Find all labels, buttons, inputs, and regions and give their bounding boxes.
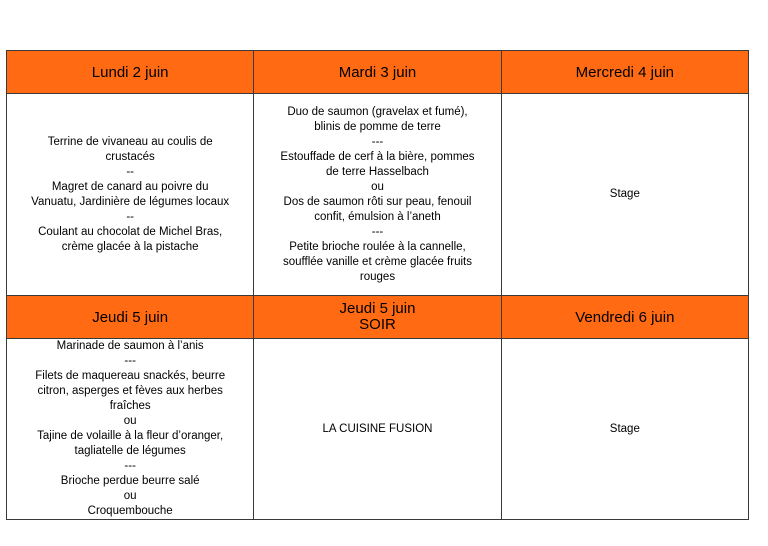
menu-item: Coulant au chocolat de Michel Bras, crème glacée à la pistache [38, 225, 223, 253]
header-lundi: Lundi 2 juin [7, 51, 254, 94]
menu-row-2 [7, 339, 749, 520]
menu-separator: --- [371, 135, 384, 148]
weekly-menu-table [6, 50, 749, 520]
menu-item: Duo de saumon (gravelax et fumé), blinis de pomme de terre [287, 105, 468, 133]
menu-mercredi [501, 94, 748, 296]
menu-lundi [7, 94, 254, 296]
menu-mardi [254, 94, 501, 296]
menu-item: LA CUISINE FUSION [322, 422, 433, 435]
menu-item: Filets de maquereau snackés, beurre citron, asperges et fèves aux herbes fraîches [35, 370, 226, 412]
header-mardi: Mardi 3 juin [254, 51, 501, 94]
header-mercredi: Mercredi 4 juin [501, 51, 748, 94]
menu-separator: --- [124, 460, 136, 472]
menu-item: Petite brioche roulée à la cannelle, soufflée vanille et crème glacée fruits rouges [282, 240, 472, 283]
menu-separator: --- [124, 355, 136, 367]
header-vendredi: Vendredi 6 juin [501, 296, 748, 339]
menu-item: Brioche perdue beurre salé [60, 475, 200, 487]
menu-item: Magret de canard au poivre du Vanuatu, Jardinière de légumes locaux [31, 180, 230, 208]
menu-jeudi [7, 339, 254, 520]
menu-item: Stage [609, 188, 640, 200]
menu-item: Terrine de vivaneau au coulis de crustacés [47, 135, 213, 163]
menu-item: Marinade de saumon à l’anis [56, 340, 204, 352]
menu-item: Stage [609, 422, 640, 435]
header-jeudi-soir-date: Jeudi 5 juin [339, 300, 416, 317]
header-row-1 [7, 51, 749, 94]
menu-separator: -- [126, 165, 134, 178]
header-row-2 [7, 296, 749, 339]
menu-separator: -- [126, 210, 134, 223]
menu-choice: ou [123, 490, 137, 502]
header-jeudi-soir-label: SOIR [359, 316, 396, 333]
menu-jeudi-soir [254, 339, 501, 520]
menu-choice: ou [123, 415, 137, 427]
menu-row-1 [7, 94, 749, 296]
menu-item: Dos de saumon rôti sur peau, fenouil confit, émulsion à l’aneth [283, 195, 472, 223]
menu-item: Tajine de volaille à la fleur d’oranger, tagliatelle de légumes [37, 430, 224, 457]
menu-vendredi [501, 339, 748, 520]
header-jeudi: Jeudi 5 juin [7, 296, 254, 339]
menu-choice: ou [371, 180, 384, 193]
header-jeudi-soir [254, 296, 501, 339]
menu-item: Estouffade de cerf à la bière, pommes de terre Hasselbach [280, 150, 475, 178]
menu-separator: --- [371, 225, 384, 238]
menu-item: Croquembouche [87, 505, 173, 517]
